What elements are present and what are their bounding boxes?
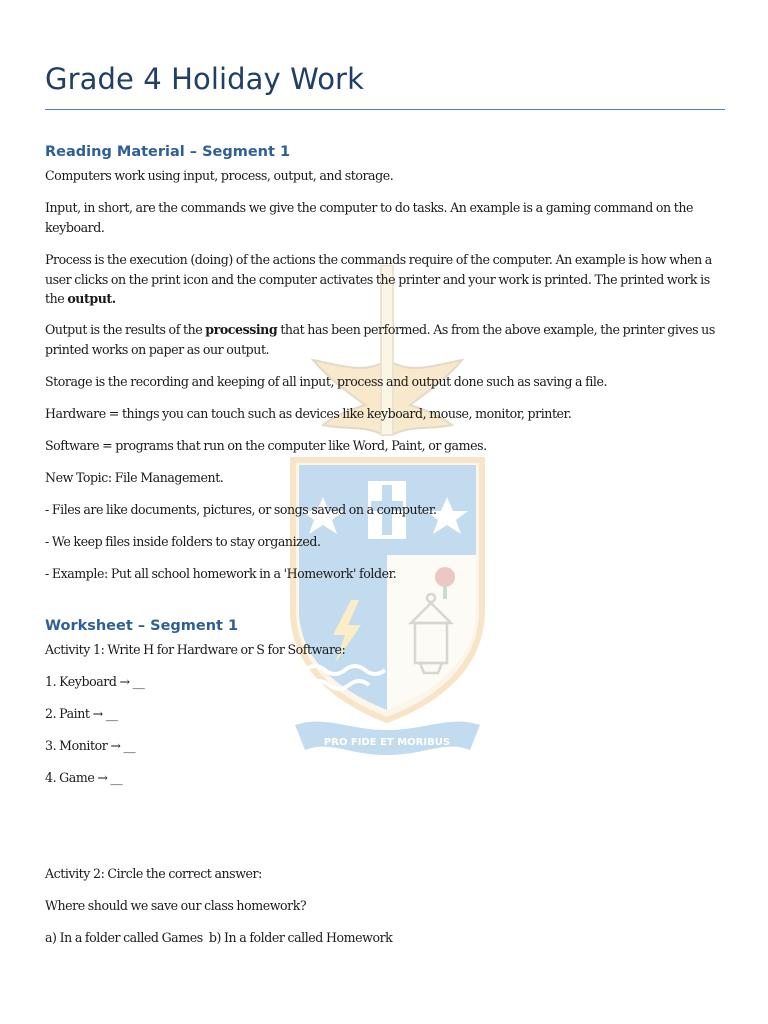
activity-1-instruction: Activity 1: Write H for Hardware or S for Software:	[45, 642, 346, 657]
paragraph-new-topic: New Topic: File Management.	[45, 470, 224, 485]
paragraph-storage: Storage is the recording and keeping of all input, process and output done such as saving a file.	[45, 374, 608, 389]
worksheet-item: 1. Keyboard → __	[45, 674, 145, 689]
crest-motto: PRO FIDE ET MORIBUS	[323, 737, 451, 748]
page-title: Grade 4 Holiday Work	[45, 62, 364, 96]
list-item: - Example: Put all school homework in a 'Homework' folder.	[45, 566, 397, 581]
paragraph-output	[45, 320, 717, 359]
worksheet-item: 2. Paint → __	[45, 706, 118, 721]
paragraph-hardware: Hardware = things you can touch such as devices like keyboard, mouse, monitor, printer.	[45, 406, 572, 421]
process-bold-term: output.	[67, 291, 116, 306]
reading-section-heading: Reading Material – Segment 1	[45, 144, 291, 160]
activity-2-question: Where should we save our class homework?	[45, 898, 307, 913]
activity-2-instruction: Activity 2: Circle the correct answer:	[45, 866, 262, 881]
output-bold-term: processing	[205, 322, 278, 337]
lantern-icon	[411, 594, 451, 673]
paragraph-intro: Computers work using input, process, output, and storage.	[45, 168, 394, 183]
worksheet-item: 3. Monitor → __	[45, 738, 136, 753]
list-item: - Files are like documents, pictures, or songs saved on a computer.	[45, 502, 437, 517]
output-text-post: that has been performed. As from the above example, the printer gives us printed works on paper as our output.	[45, 322, 715, 357]
worksheet-section-heading: Worksheet – Segment 1	[45, 618, 239, 634]
worksheet-item: 4. Game → __	[45, 770, 123, 785]
output-text-pre: Output is the results of the	[45, 322, 203, 337]
process-text: Process is the execution (doing) of the actions the commands require of the computer. An example is how when a user clicks on the print icon and the computer activates the printer and your work is printed. The printed work is the	[45, 252, 712, 306]
title-divider	[45, 109, 725, 110]
activity-2-options: a) In a folder called Games b) In a folder called Homework	[45, 930, 393, 945]
list-item: - We keep files inside folders to stay organized.	[45, 534, 321, 549]
paragraph-process	[45, 250, 717, 309]
paragraph-input: Input, in short, are the commands we give the computer to do tasks. An example is a gaming command on the keyboard.	[45, 200, 693, 235]
paragraph-software: Software = programs that run on the computer like Word, Paint, or games.	[45, 438, 487, 453]
